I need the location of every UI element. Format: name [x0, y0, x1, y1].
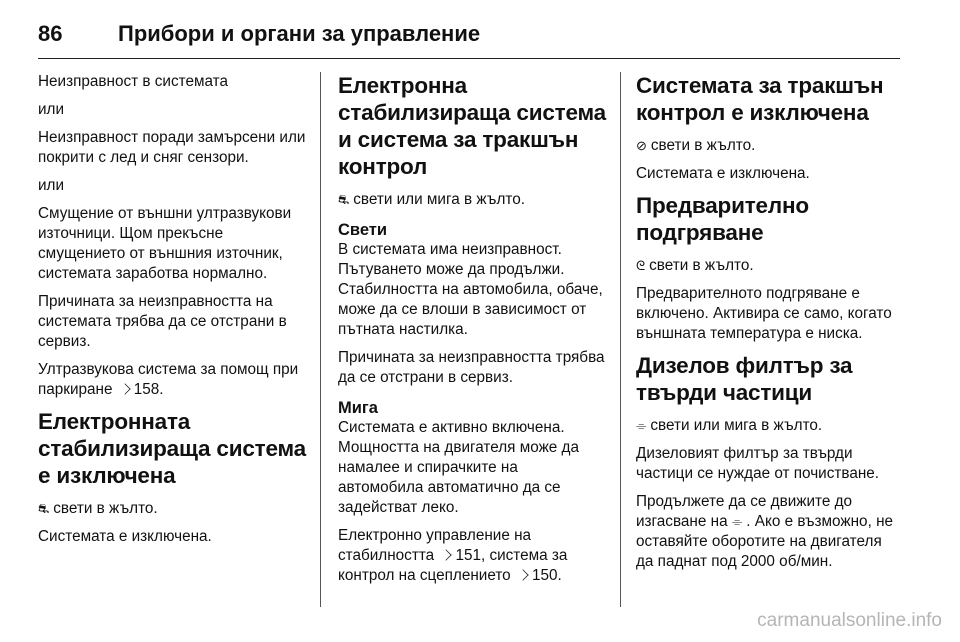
page-reference-icon[interactable]: [517, 570, 528, 581]
page-reference-link[interactable]: 150.: [531, 567, 562, 584]
paragraph: Системата е изключена.: [38, 528, 212, 545]
column-divider: [620, 72, 621, 607]
paragraph: Неизправност в системата: [38, 73, 228, 90]
esc-off-icon: ⛐: [38, 501, 50, 516]
section-heading: Системата за тракшън контрол е изключена: [636, 73, 884, 125]
dpf-icon: ⌯: [636, 418, 647, 433]
paragraph: Смущение от външни ултразвукови източници. Щом прекъсне смущението от външния източник, системата заработва нормално.: [38, 205, 292, 282]
section-heading: Електронна стабилизираща система и система за тракшън контрол: [338, 73, 606, 179]
page-title: Прибори и органи за управление: [118, 21, 481, 46]
tc-off-icon: ⊘: [636, 138, 647, 153]
page-number: 86: [38, 21, 63, 46]
paragraph: Неизправност поради замърсени или покрити с лед и сняг сензори.: [38, 129, 306, 166]
page-reference-link[interactable]: 158.: [133, 381, 164, 398]
subheading: Свети: [338, 221, 388, 239]
dpf-icon: ⌯: [731, 514, 743, 529]
paragraph: ᘓ свети в жълто.: [636, 257, 754, 274]
paragraph: Системата е активно включена. Мощността на двигателя може да намалее и спирачките на автомобила автоматично да се задействат леко.: [338, 419, 579, 516]
paragraph: Дизеловият филтър за твърди частици се нуждае от почистване.: [636, 445, 880, 482]
page-reference-icon[interactable]: [119, 384, 130, 395]
section-heading: Дизелов филтър за твърди частици: [636, 353, 853, 405]
section-heading: Предварително подгряване: [636, 193, 809, 245]
paragraph: или: [38, 177, 65, 194]
paragraph: В системата има неизправност. Пътуването може да продължи. Стабилността на автомобила, обаче, може да се влоши в зависимост от пътната настилка.: [338, 241, 603, 338]
watermark: carmanualsonline.info: [757, 610, 942, 631]
paragraph: Електронно управление на стабилността 151, система за контрол на сцеплението 150.: [338, 527, 568, 584]
page-reference-icon[interactable]: [441, 550, 452, 561]
section-heading: Електронната стабилизираща система е изключена: [38, 409, 306, 488]
column-2: [338, 72, 606, 594]
paragraph: Причината за неизправността трябва да се отстрани в сервиз.: [338, 349, 605, 386]
esc-icon: ⛐: [338, 192, 350, 207]
paragraph: Предварителното подгряване е включено. Активира се само, когато външната температура е ниска.: [636, 285, 892, 342]
column-1: [38, 72, 310, 555]
paragraph: Причината за неизправността на системата трябва да се отстрани в сервиз.: [38, 293, 287, 350]
subheading: Мига: [338, 399, 378, 417]
page-header: [38, 10, 900, 59]
paragraph: или: [38, 101, 65, 118]
paragraph: Продължете да се движите до изгасване на ⌯ . Ако е възможно, не оставяйте оборотите на двигателя да паднат под 2000 об/мин.: [636, 493, 894, 570]
column-divider: [320, 72, 321, 607]
column-3: [636, 72, 902, 580]
paragraph: ⊘ свети в жълто.: [636, 137, 756, 154]
glow-plug-icon: ᘓ: [636, 258, 646, 273]
paragraph: ⌯ свети или мига в жълто.: [636, 417, 823, 434]
paragraph: Ултразвукова система за помощ при паркиране 158.: [38, 361, 299, 398]
paragraph: ⛐ свети или мига в жълто.: [338, 191, 525, 208]
paragraph: Системата е изключена.: [636, 165, 810, 182]
paragraph: ⛐ свети в жълто.: [38, 500, 158, 517]
page-reference-link[interactable]: 151, система за контрол на сцеплението: [338, 547, 568, 584]
